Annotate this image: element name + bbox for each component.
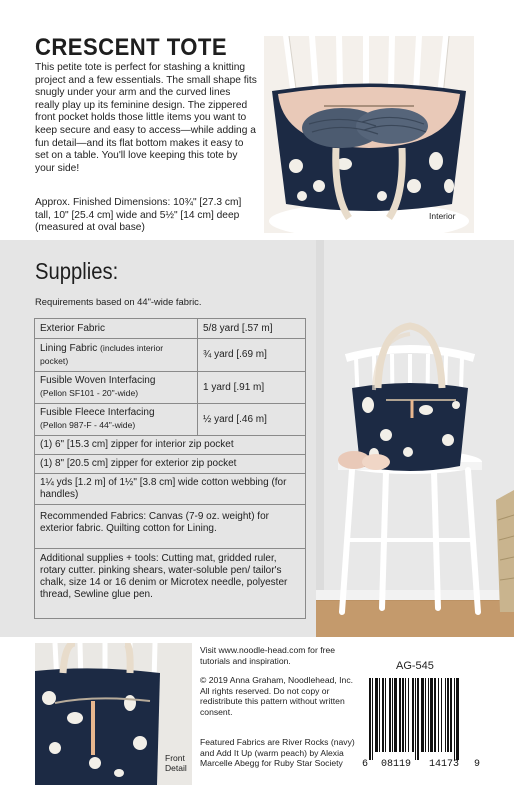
barcode-bar	[389, 678, 391, 752]
barcode-bar	[412, 678, 414, 752]
supplies-table	[34, 318, 306, 619]
sku-code: AG-545	[396, 660, 434, 672]
copyright-text: © 2019 Anna Graham, Noodlehead, Inc. All rights reserved. Do not copy or redistribute this pattern without written consent.	[200, 675, 354, 717]
supply-item: Fusible Woven Interfacing (Pellon SF101 - 20"-wide)	[35, 372, 198, 404]
zipper-exterior: (1) 8" [20.5 cm] zipper for exterior zip pocket	[35, 455, 306, 474]
barcode-bars	[359, 676, 483, 776]
table-row	[35, 455, 306, 474]
recommended-fabrics: Recommended Fabrics: Canvas (7-9 oz. weight) for exterior fabric. Quilting cotton for Lining.	[35, 505, 306, 549]
featured-fabrics-text: Featured Fabrics are River Rocks (navy) and Add It Up (warm peach) by Alexia Marcelle Abegg for Ruby Star Society	[200, 737, 355, 769]
barcode-bar	[369, 678, 371, 760]
barcode-bar	[375, 678, 378, 752]
barcode-bar	[438, 678, 439, 752]
visit-website-text: Visit www.noodle-head.com for free tutorials and inspiration.	[200, 645, 336, 666]
chair-photo	[316, 240, 514, 637]
additional-supplies: Additional supplies + tools: Cutting mat, gridded ruler, rotary cutter. pinking shears, water-soluble pen/ tailor's chalk, size 14 or 16 denim or Microtex needle, polyester thread, Sewline glue pen.	[35, 549, 306, 619]
barcode-bar	[405, 678, 406, 752]
supply-amount: ½ yard [.46 m]	[198, 404, 306, 436]
barcode-digits-trail: 9	[474, 759, 481, 770]
barcode-digits-right: 14173	[429, 759, 460, 770]
barcode-bar	[402, 678, 404, 752]
page-title: CRESCENT TOTE	[35, 34, 228, 61]
webbing: 1¼ yds [1.2 m] of 1½" [3.8 cm] wide cotton webbing (for handles)	[35, 474, 306, 505]
barcode-bar	[392, 678, 393, 752]
table-row	[35, 474, 306, 505]
barcode-bar	[428, 678, 429, 752]
zipper-interior: (1) 6" [15.3 cm] zipper for interior zip pocket	[35, 436, 306, 455]
barcode-digits-left: 08119	[381, 759, 412, 770]
table-row	[35, 549, 306, 619]
barcode-bar	[382, 678, 384, 752]
barcode-bar	[445, 678, 446, 752]
intro-paragraph: This petite tote is perfect for stashing a knitting project and a few essentials. The small shape fits snugly under your arm and the curved lines really play up its feminine design. The zippered front pocket holds those little items you want to keep secure and easy to access—while adding a fun detail—and its flat bottom makes it easy to set on a table. You'll love keeping this tote by your side!	[35, 62, 257, 174]
table-row	[35, 505, 306, 549]
front-caption-line2: Detail	[165, 763, 187, 773]
barcode-digits-lead: 6	[362, 759, 369, 770]
chair-photo-illustration	[316, 240, 514, 637]
barcode-bar	[425, 678, 426, 752]
barcode-bar	[394, 678, 397, 752]
barcode-bar	[417, 678, 419, 760]
supply-item: Lining Fabric (includes interior pocket)	[35, 339, 198, 372]
barcode-bar	[447, 678, 449, 752]
barcode-bar	[385, 678, 386, 752]
front-caption-line1: Front	[165, 753, 185, 763]
barcode-bar	[379, 678, 380, 752]
barcode-bar	[415, 678, 416, 760]
barcode-bar	[450, 678, 452, 752]
barcode-bar	[454, 678, 455, 760]
barcode-bar	[372, 678, 373, 760]
supply-amount: 5/8 yard [.57 m]	[198, 319, 306, 339]
supply-amount: 1 yard [.91 m]	[198, 372, 306, 404]
table-row	[35, 372, 306, 404]
supply-item: Fusible Fleece Interfacing (Pellon 987-F - 44"-wide)	[35, 404, 198, 436]
barcode-bar	[434, 678, 436, 752]
barcode-bar	[421, 678, 424, 752]
barcode-bar	[399, 678, 401, 752]
barcode-bar	[441, 678, 442, 752]
supply-amount: ¾ yard [.69 m]	[198, 339, 306, 372]
interior-caption: Interior	[429, 211, 456, 221]
finished-dimensions: Approx. Finished Dimensions: 10¾" [27.3 cm] tall, 10" [25.4 cm] wide and 5½" [14 cm] deep (measured at oval base)	[35, 197, 242, 234]
supply-item: Exterior Fabric	[35, 319, 198, 339]
supplies-heading: Supplies:	[35, 258, 119, 284]
barcode	[359, 676, 483, 776]
table-row	[35, 404, 306, 436]
interior-photo-illustration	[264, 36, 474, 233]
barcode-bar	[456, 678, 459, 760]
table-row	[35, 319, 306, 339]
front-detail-photo	[35, 643, 192, 785]
barcode-bar	[408, 678, 409, 752]
table-row	[35, 339, 306, 372]
interior-photo	[264, 36, 474, 233]
barcode-bar	[430, 678, 433, 752]
requirements-note: Requirements based on 44"-wide fabric.	[35, 296, 202, 307]
table-row	[35, 436, 306, 455]
